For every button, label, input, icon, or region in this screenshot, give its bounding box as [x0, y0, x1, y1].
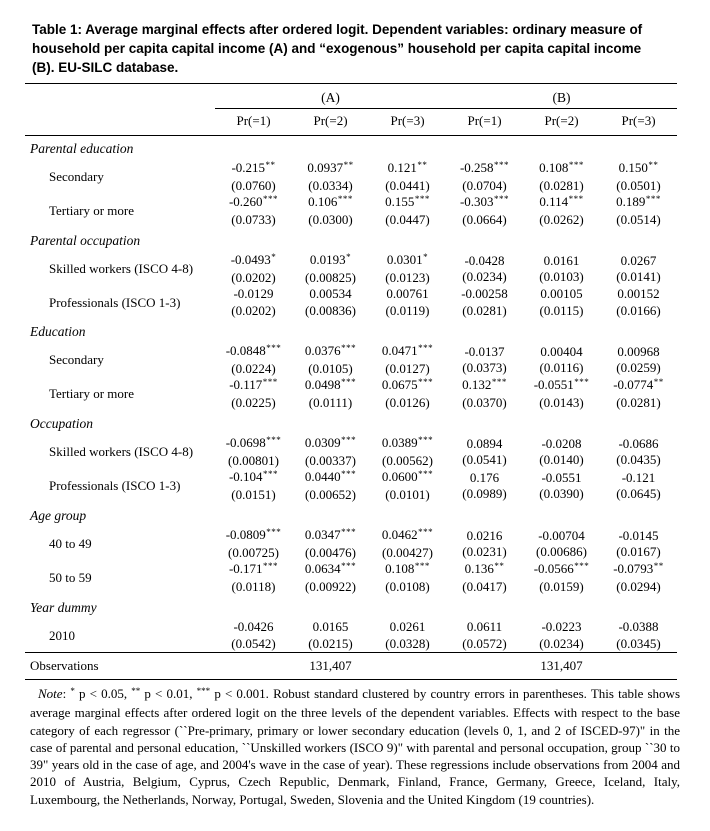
- estimate-cell: [369, 160, 446, 194]
- estimate-cell: [215, 286, 292, 319]
- estimate-cell: [215, 619, 292, 653]
- coefficient-value: -0.303***: [459, 193, 510, 209]
- estimate-cell: [369, 527, 446, 561]
- standard-error: (0.0328): [385, 635, 430, 651]
- coefficient-value: 0.0193*: [309, 251, 352, 267]
- significance-stars: ***: [491, 376, 507, 387]
- coefficient-value: 0.0471***: [381, 342, 434, 358]
- section-label: Age group: [30, 508, 87, 523]
- section-row: [25, 503, 677, 527]
- significance-stars: ***: [414, 193, 430, 204]
- table-title: Table 1: Average marginal effects after ordered logit. Dependent variables: ordinary measure of household per capita capital income (A) and “exogenous” household per capita capital income (B). EU-SILC database.: [32, 22, 643, 75]
- estimate-cell: [292, 252, 369, 286]
- coefficient-value: 0.00105: [540, 286, 583, 301]
- coefficient-value: -0.104***: [228, 468, 279, 484]
- standard-error: (0.0259): [616, 360, 661, 375]
- standard-error: (0.0373): [462, 360, 507, 375]
- standard-error: (0.0704): [462, 177, 507, 193]
- row-label: Skilled workers (ISCO 4-8): [49, 261, 194, 276]
- significance-stars: ***: [574, 376, 590, 387]
- significance-stars: ***: [568, 193, 584, 204]
- standard-error: (0.0127): [385, 360, 430, 376]
- significance-stars: ***: [418, 376, 434, 387]
- estimate-cell: [292, 343, 369, 377]
- standard-error: (0.0334): [308, 177, 353, 193]
- section-label: Occupation: [30, 416, 93, 431]
- row-label: Professionals (ISCO 1-3): [49, 294, 181, 310]
- coefficient-value: 0.176: [469, 469, 500, 485]
- coefficient-value: -0.0774**: [613, 376, 664, 392]
- coefficient-value: -0.0686: [618, 435, 659, 451]
- coefficient-value: -0.0848***: [225, 342, 282, 358]
- col-header-b-pr2: Pr(=2): [523, 109, 600, 136]
- row-label: 50 to 59: [49, 570, 92, 585]
- standard-error: (0.0166): [616, 302, 661, 318]
- estimate-cell: [523, 561, 600, 595]
- standard-error: (0.0281): [462, 302, 507, 318]
- standard-error: (0.0119): [385, 302, 430, 318]
- estimate-cell: [523, 194, 600, 228]
- standard-error: (0.0141): [616, 269, 661, 284]
- estimate-cell: [369, 286, 446, 319]
- standard-error: (0.0224): [231, 360, 276, 376]
- estimate-cell: [292, 160, 369, 194]
- standard-error: (0.0281): [616, 394, 661, 410]
- standard-error: (0.0103): [539, 269, 584, 284]
- coefficient-value: 0.121**: [387, 159, 428, 175]
- estimate-cell: [600, 252, 677, 286]
- standard-error: (0.0390): [539, 486, 584, 501]
- coefficient-value: 0.0267: [620, 252, 657, 268]
- estimate-cell: [292, 377, 369, 411]
- coefficient-value: -0.0129: [233, 286, 274, 301]
- standard-error: (0.0417): [462, 578, 507, 594]
- coefficient-value: -0.00704: [538, 527, 585, 543]
- group-header-b: (B): [446, 84, 677, 109]
- significance-stars: ***: [263, 468, 279, 479]
- coefficient-value: 0.00968: [617, 343, 660, 359]
- coefficient-value: -0.0223: [541, 619, 582, 634]
- section-row: [25, 595, 677, 619]
- note-significance-stars: *: [70, 686, 75, 696]
- significance-stars: **: [265, 159, 276, 170]
- coefficient-value: 0.00761: [386, 286, 429, 301]
- standard-error: (0.0202): [231, 302, 276, 318]
- estimate-cell: [600, 343, 677, 377]
- significance-stars: ***: [418, 526, 434, 537]
- estimate-cell: [446, 252, 523, 286]
- empty-header-cell: [25, 84, 215, 109]
- estimate-cell: [600, 561, 677, 595]
- significance-stars: ***: [418, 342, 434, 353]
- estimate-cell: [446, 469, 523, 503]
- standard-error: (0.00337): [305, 452, 356, 468]
- standard-error: (0.0441): [385, 177, 430, 193]
- significance-stars: ***: [263, 193, 279, 204]
- table-row: [25, 343, 677, 377]
- standard-error: (0.0108): [385, 578, 430, 594]
- coefficient-value: 0.108***: [385, 560, 430, 576]
- standard-error: (0.00562): [382, 452, 433, 468]
- standard-error: (0.0115): [539, 302, 584, 318]
- standard-error: (0.0262): [539, 211, 584, 227]
- coefficient-value: -0.121: [621, 469, 656, 485]
- standard-error: (0.0645): [616, 486, 661, 501]
- group-header-row: [25, 84, 677, 109]
- significance-stars: ***: [337, 193, 353, 204]
- coefficient-value: -0.0566***: [533, 560, 590, 576]
- note-significance-stars: **: [131, 686, 141, 696]
- table-row: [25, 469, 677, 503]
- observations-value-b: 131,407: [446, 653, 677, 680]
- estimate-cell: [292, 619, 369, 653]
- standard-error: (0.00825): [305, 269, 356, 285]
- significance-stars: ***: [262, 376, 278, 387]
- coefficient-value: 0.0216: [466, 527, 503, 543]
- row-label: Secondary: [49, 352, 104, 367]
- standard-error: (0.0234): [539, 635, 584, 651]
- estimate-cell: [600, 286, 677, 319]
- significance-stars: *: [423, 251, 429, 262]
- estimate-cell: [446, 343, 523, 377]
- coefficient-value: 0.0611: [466, 619, 503, 634]
- significance-stars: ***: [414, 560, 430, 571]
- standard-error: (0.0501): [616, 177, 661, 193]
- estimate-cell: [523, 343, 600, 377]
- estimate-cell: [523, 160, 600, 194]
- standard-error: (0.0572): [462, 635, 507, 651]
- significance-stars: ***: [645, 193, 661, 204]
- significance-stars: ***: [418, 468, 434, 479]
- col-header-a-pr3: Pr(=3): [369, 109, 446, 136]
- coefficient-value: -0.0809***: [225, 526, 282, 542]
- estimate-cell: [446, 619, 523, 653]
- coefficient-value: -0.171***: [228, 560, 279, 576]
- estimate-cell: [600, 160, 677, 194]
- coefficient-value: 0.0347***: [304, 526, 357, 542]
- significance-stars: ***: [263, 560, 279, 571]
- standard-error: (0.0231): [462, 544, 507, 559]
- table-row: [25, 160, 677, 194]
- coefficient-value: 0.132***: [462, 376, 507, 392]
- standard-error: (0.00652): [305, 486, 356, 502]
- table-row: [25, 377, 677, 411]
- significance-stars: ***: [266, 342, 282, 353]
- estimate-cell: [446, 286, 523, 319]
- standard-error: (0.0345): [616, 635, 661, 651]
- standard-error: (0.0167): [616, 544, 661, 559]
- estimate-cell: [446, 377, 523, 411]
- coefficient-value: 0.155***: [385, 193, 430, 209]
- note-text: :: [62, 686, 71, 701]
- coefficient-value: -0.0551***: [533, 376, 590, 392]
- row-label: Skilled workers (ISCO 4-8): [49, 444, 194, 459]
- note-text: p < 0.001. Robust standard clustered by country errors in parentheses. This table shows average marginal effects after ordered logit on the three levels of the dependent variables. Effects with respect to the base category of each regressor (``Pre-primary, primary or lower secondary education (levels 0, 1, and 2 of ISCED-97)" in the case of parental and personal education, ``Unskilled workers (ISCO 9)" with parental and personal occupation, group ``30 to 39" years old in the case of age, and 2004's wave in the case of year). These regressions include observations from 2004 and 2010 of Austria, Belgium, Cyprus, Czech Republic, Denmark, Finland, France, Germany, Greece, Iceland, Italy, Luxembourg, the Netherlands, Norway, Portugal, Sweden, Slovenia and the United Kingdom (19 countries).: [30, 686, 680, 807]
- estimate-cell: [523, 527, 600, 561]
- section-label: Year dummy: [30, 600, 97, 615]
- standard-error: (0.0542): [231, 635, 276, 651]
- coefficient-value: 0.0498***: [304, 376, 357, 392]
- coefficient-value: -0.0208: [541, 435, 582, 451]
- significance-stars: ***: [266, 526, 282, 537]
- section-row: [25, 411, 677, 435]
- standard-error: (0.0294): [616, 578, 661, 594]
- coefficient-value: -0.0388: [618, 619, 659, 634]
- coefficient-value: 0.0389***: [381, 434, 434, 450]
- coefficient-value: 0.0261: [389, 619, 426, 634]
- estimate-cell: [369, 343, 446, 377]
- estimate-cell: [369, 194, 446, 228]
- col-header-b-pr3: Pr(=3): [600, 109, 677, 136]
- estimate-cell: [215, 527, 292, 561]
- coefficient-value: -0.0428: [464, 252, 505, 268]
- estimate-cell: [215, 343, 292, 377]
- coefficient-value: -0.215**: [231, 159, 276, 175]
- estimate-cell: [215, 252, 292, 286]
- coefficient-value: -0.00258: [461, 286, 508, 301]
- table-row: [25, 194, 677, 228]
- significance-stars: **: [494, 560, 505, 571]
- significance-stars: **: [648, 159, 659, 170]
- estimate-cell: [523, 469, 600, 503]
- significance-stars: **: [417, 159, 428, 170]
- coefficient-value: 0.0600***: [381, 468, 434, 484]
- col-header-a-pr1: Pr(=1): [215, 109, 292, 136]
- row-label: Professionals (ISCO 1-3): [49, 478, 181, 493]
- standard-error: (0.0202): [231, 269, 276, 285]
- estimate-cell: [292, 435, 369, 469]
- estimate-cell: [215, 194, 292, 228]
- standard-error: (0.00922): [305, 578, 356, 594]
- column-header-row: [25, 109, 677, 136]
- standard-error: (0.0140): [539, 452, 584, 467]
- coefficient-value: 0.0894: [466, 435, 503, 451]
- standard-error: (0.0281): [539, 177, 584, 193]
- estimate-cell: [600, 527, 677, 561]
- coefficient-value: -0.0551: [541, 469, 582, 485]
- standard-error: (0.0435): [616, 452, 661, 467]
- coefficient-value: 0.0165: [312, 619, 349, 634]
- standard-error: (0.0105): [308, 360, 353, 376]
- standard-error: (0.0760): [231, 177, 276, 193]
- note-significance-stars: ***: [196, 686, 211, 696]
- standard-error: (0.0215): [308, 635, 353, 651]
- estimate-cell: [292, 194, 369, 228]
- coefficient-value: -0.0426: [233, 619, 274, 634]
- coefficient-value: 0.0161: [543, 252, 580, 268]
- standard-error: (0.0116): [539, 360, 584, 375]
- estimate-cell: [215, 469, 292, 503]
- estimate-cell: [446, 435, 523, 469]
- estimate-cell: [215, 561, 292, 595]
- section-row: [25, 228, 677, 252]
- coefficient-value: 0.114***: [539, 193, 584, 209]
- significance-stars: ***: [568, 159, 584, 170]
- significance-stars: ***: [341, 560, 357, 571]
- coefficient-value: -0.258***: [459, 159, 510, 175]
- standard-error: (0.00476): [305, 544, 356, 560]
- standard-error: (0.0151): [231, 486, 276, 502]
- coefficient-value: 0.0376***: [304, 342, 357, 358]
- significance-stars: ***: [341, 434, 357, 445]
- standard-error: (0.0370): [462, 394, 507, 410]
- coefficient-value: -0.0145: [618, 527, 659, 543]
- estimate-cell: [446, 561, 523, 595]
- significance-stars: ***: [341, 468, 357, 479]
- estimate-cell: [600, 469, 677, 503]
- standard-error: (0.00427): [382, 544, 433, 560]
- significance-stars: **: [653, 376, 664, 387]
- estimate-cell: [369, 435, 446, 469]
- row-label: Tertiary or more: [49, 386, 134, 401]
- coefficient-value: 0.106***: [308, 193, 353, 209]
- coefficient-value: -0.0793**: [613, 560, 664, 576]
- standard-error: (0.0101): [385, 486, 430, 502]
- estimate-cell: [292, 561, 369, 595]
- significance-stars: **: [343, 159, 354, 170]
- note-text: p < 0.01,: [140, 686, 197, 701]
- observations-row: [25, 653, 677, 680]
- note-text: p < 0.05,: [74, 686, 132, 701]
- table-row: [25, 435, 677, 469]
- observations-value-a: 131,407: [215, 653, 446, 680]
- table-note: [30, 685, 680, 808]
- coefficient-value: 0.0440***: [304, 468, 357, 484]
- table-row: [25, 619, 677, 653]
- group-header-a: (A): [215, 84, 446, 109]
- significance-stars: ***: [341, 376, 357, 387]
- coefficient-value: -0.260***: [228, 193, 279, 209]
- estimate-cell: [523, 377, 600, 411]
- estimate-cell: [215, 435, 292, 469]
- significance-stars: **: [653, 560, 664, 571]
- row-label: 40 to 49: [49, 536, 92, 551]
- note-text: Note: [38, 686, 63, 701]
- significance-stars: *: [346, 251, 352, 262]
- col-header-a-pr2: Pr(=2): [292, 109, 369, 136]
- col-header-b-pr1: Pr(=1): [446, 109, 523, 136]
- standard-error: (0.0225): [231, 394, 276, 410]
- estimate-cell: [600, 377, 677, 411]
- standard-error: (0.0514): [616, 211, 661, 227]
- row-label: Secondary: [49, 169, 104, 184]
- significance-stars: ***: [494, 193, 510, 204]
- section-label: Parental occupation: [30, 233, 141, 248]
- standard-error: (0.0989): [462, 486, 507, 501]
- standard-error: (0.00686): [536, 544, 587, 559]
- estimate-cell: [292, 527, 369, 561]
- coefficient-value: 0.0937**: [307, 159, 354, 175]
- estimate-cell: [523, 252, 600, 286]
- standard-error: (0.0234): [462, 269, 507, 284]
- estimate-cell: [369, 469, 446, 503]
- significance-stars: ***: [341, 526, 357, 537]
- significance-stars: ***: [418, 434, 434, 445]
- estimate-cell: [600, 194, 677, 228]
- section-row: [25, 319, 677, 343]
- estimate-cell: [523, 286, 600, 319]
- standard-error: (0.0541): [462, 452, 507, 467]
- estimate-cell: [600, 435, 677, 469]
- coefficient-value: 0.136**: [464, 560, 505, 576]
- coefficient-value: 0.0309***: [304, 434, 357, 450]
- coefficient-value: -0.0137: [464, 343, 505, 359]
- estimate-cell: [523, 619, 600, 653]
- coefficient-value: 0.00404: [540, 343, 583, 359]
- estimate-cell: [215, 377, 292, 411]
- coefficient-value: -0.0698***: [225, 434, 282, 450]
- estimate-cell: [292, 286, 369, 319]
- coefficient-value: 0.0675***: [381, 376, 434, 392]
- row-label: 2010: [49, 627, 75, 643]
- section-label: Parental education: [30, 141, 134, 156]
- coefficient-value: 0.0462***: [381, 526, 434, 542]
- table-row: [25, 561, 677, 595]
- results-table: [25, 83, 677, 680]
- table-row: [25, 286, 677, 319]
- standard-error: (0.0143): [539, 394, 584, 410]
- estimate-cell: [523, 435, 600, 469]
- standard-error: (0.0447): [385, 211, 430, 227]
- estimate-cell: [600, 619, 677, 653]
- significance-stars: ***: [266, 434, 282, 445]
- coefficient-value: 0.108***: [539, 159, 584, 175]
- estimate-cell: [369, 377, 446, 411]
- standard-error: (0.00836): [305, 302, 356, 318]
- table-row: [25, 252, 677, 286]
- coefficient-value: 0.0301*: [386, 251, 429, 267]
- observations-label: Observations: [25, 653, 215, 680]
- standard-error: (0.0111): [308, 394, 353, 410]
- coefficient-value: 0.00152: [617, 286, 660, 301]
- empty-header-cell: [25, 109, 215, 136]
- standard-error: (0.00725): [228, 544, 279, 560]
- estimate-cell: [446, 160, 523, 194]
- estimate-cell: [292, 469, 369, 503]
- significance-stars: ***: [574, 560, 590, 571]
- coefficient-value: 0.00534: [309, 286, 352, 301]
- significance-stars: ***: [341, 342, 357, 353]
- estimate-cell: [369, 619, 446, 653]
- estimate-cell: [369, 561, 446, 595]
- coefficient-value: 0.150**: [618, 159, 659, 175]
- section-label: Education: [30, 324, 86, 339]
- estimate-cell: [446, 527, 523, 561]
- standard-error: (0.0159): [539, 578, 584, 594]
- significance-stars: *: [271, 251, 277, 262]
- table-row: [25, 527, 677, 561]
- coefficient-value: -0.117***: [229, 376, 278, 392]
- standard-error: (0.0733): [231, 211, 276, 227]
- standard-error: (0.0126): [385, 394, 430, 410]
- coefficient-value: 0.0634***: [304, 560, 357, 576]
- coefficient-value: -0.0493*: [230, 251, 277, 267]
- standard-error: (0.0123): [385, 269, 430, 285]
- estimate-cell: [446, 194, 523, 228]
- table-body: [25, 136, 677, 653]
- estimate-cell: [215, 160, 292, 194]
- standard-error: (0.0664): [462, 211, 507, 227]
- section-row: [25, 136, 677, 161]
- standard-error: (0.00801): [228, 452, 279, 468]
- estimate-cell: [369, 252, 446, 286]
- standard-error: (0.0118): [231, 578, 276, 594]
- row-label: Tertiary or more: [49, 203, 134, 218]
- significance-stars: ***: [494, 159, 510, 170]
- coefficient-value: 0.189***: [616, 193, 661, 209]
- standard-error: (0.0300): [308, 211, 353, 227]
